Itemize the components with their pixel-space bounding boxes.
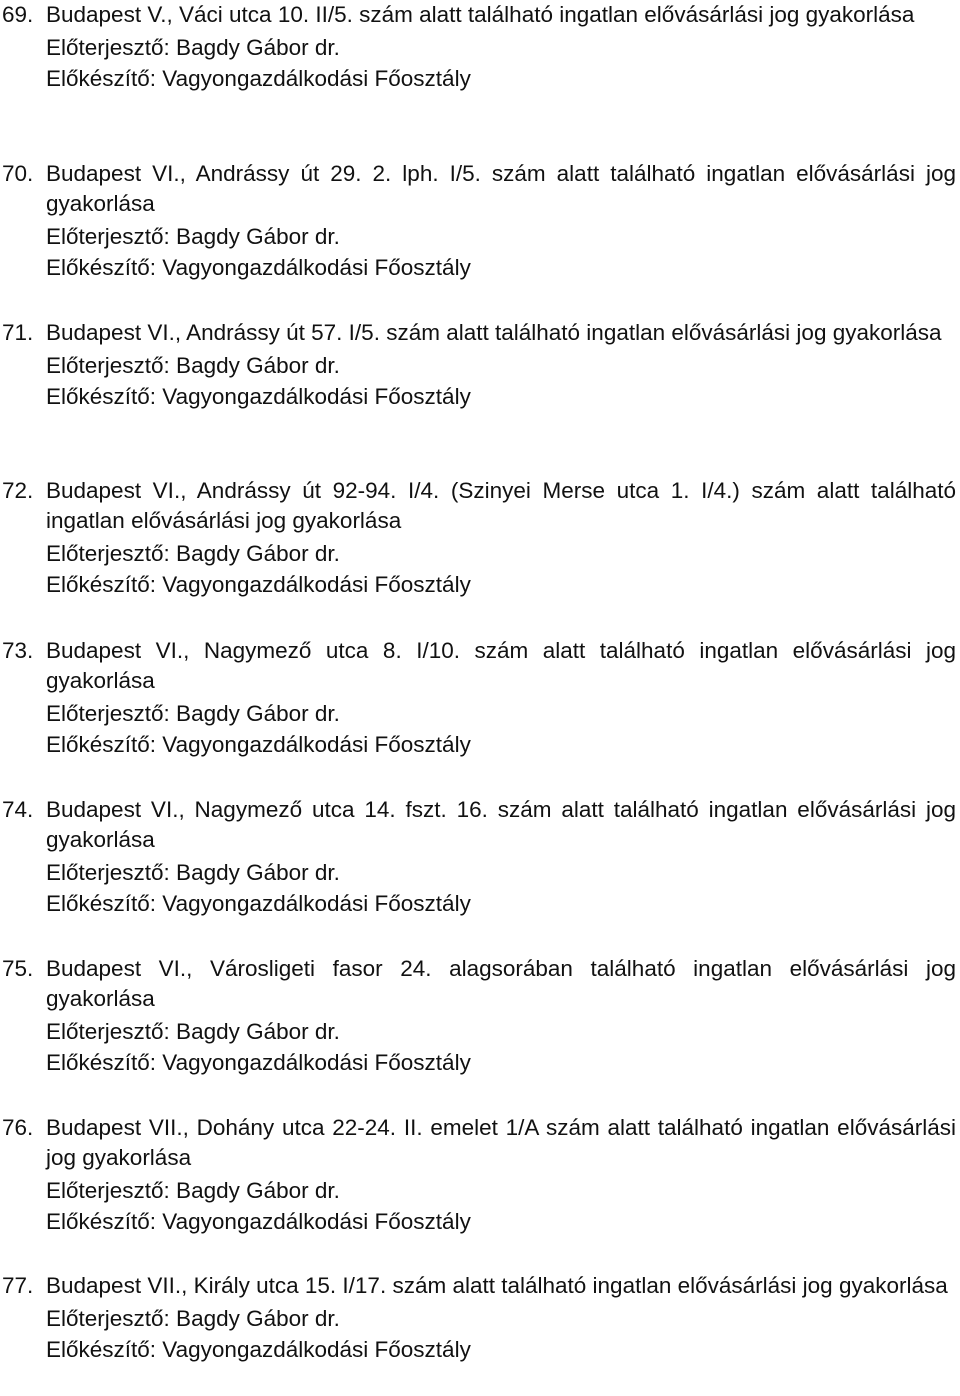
agenda-item-72 xyxy=(0,476,960,600)
item-presenter: Előterjesztő: Bagdy Gábor dr. xyxy=(46,1019,340,1044)
item-number: 74. xyxy=(2,797,34,822)
item-preparer: Előkészítő: Vagyongazdálkodási Főosztály xyxy=(46,1050,471,1075)
item-number: 76. xyxy=(2,1115,34,1140)
item-presenter: Előterjesztő: Bagdy Gábor dr. xyxy=(46,541,340,566)
item-preparer: Előkészítő: Vagyongazdálkodási Főosztály xyxy=(46,1337,471,1362)
item-preparer: Előkészítő: Vagyongazdálkodási Főosztály xyxy=(46,572,471,597)
item-number: 69. xyxy=(2,2,34,27)
agenda-item-74 xyxy=(0,795,960,919)
item-title: Budapest VI., Nagymező utca 8. I/10. szám alatt található ingatlan elővásárlási jog gyakorlása xyxy=(46,638,956,693)
item-preparer: Előkészítő: Vagyongazdálkodási Főosztály xyxy=(46,66,471,91)
agenda-item-69 xyxy=(0,0,960,94)
item-presenter: Előterjesztő: Bagdy Gábor dr. xyxy=(46,224,340,249)
item-title: Budapest VII., Dohány utca 22-24. II. emelet 1/A szám alatt található ingatlan elővásárlási jog gyakorlása xyxy=(46,1115,956,1170)
item-number: 70. xyxy=(2,161,34,186)
item-presenter: Előterjesztő: Bagdy Gábor dr. xyxy=(46,860,340,885)
item-title: Budapest VI., Nagymező utca 14. fszt. 16. szám alatt található ingatlan elővásárlási jog gyakorlása xyxy=(46,797,956,852)
item-presenter: Előterjesztő: Bagdy Gábor dr. xyxy=(46,35,340,60)
item-number: 75. xyxy=(2,956,34,981)
agenda-item-71 xyxy=(0,318,960,412)
item-presenter: Előterjesztő: Bagdy Gábor dr. xyxy=(46,701,340,726)
item-number: 77. xyxy=(2,1273,34,1298)
item-presenter: Előterjesztő: Bagdy Gábor dr. xyxy=(46,353,340,378)
agenda-item-75 xyxy=(0,954,960,1078)
item-number: 71. xyxy=(2,320,34,345)
agenda-item-77 xyxy=(0,1271,960,1365)
item-title: Budapest VI., Városligeti fasor 24. alagsorában található ingatlan elővásárlási jog gyakorlása xyxy=(46,956,956,1011)
agenda-item-76 xyxy=(0,1113,960,1237)
item-presenter: Előterjesztő: Bagdy Gábor dr. xyxy=(46,1306,340,1331)
item-presenter: Előterjesztő: Bagdy Gábor dr. xyxy=(46,1178,340,1203)
agenda-item-70 xyxy=(0,159,960,283)
item-title: Budapest VI., Andrássy út 29. 2. lph. I/5. szám alatt található ingatlan elővásárlási jog gyakorlása xyxy=(46,161,956,216)
item-title: Budapest VI., Andrássy út 57. I/5. szám alatt található ingatlan elővásárlási jog gyakorlása xyxy=(46,320,942,345)
item-number: 72. xyxy=(2,478,34,503)
item-preparer: Előkészítő: Vagyongazdálkodási Főosztály xyxy=(46,732,471,757)
item-title: Budapest VI., Andrássy út 92-94. I/4. (Szinyei Merse utca 1. I/4.) szám alatt található ingatlan elővásárlási jog gyakorlása xyxy=(46,478,956,533)
item-preparer: Előkészítő: Vagyongazdálkodási Főosztály xyxy=(46,1209,471,1234)
item-title: Budapest V., Váci utca 10. II/5. szám alatt található ingatlan elővásárlási jog gyakorlása xyxy=(46,2,915,27)
item-title: Budapest VII., Király utca 15. I/17. szám alatt található ingatlan elővásárlási jog gyakorlása xyxy=(46,1273,948,1298)
item-number: 73. xyxy=(2,638,34,663)
agenda-item-73 xyxy=(0,636,960,760)
item-preparer: Előkészítő: Vagyongazdálkodási Főosztály xyxy=(46,384,471,409)
item-preparer: Előkészítő: Vagyongazdálkodási Főosztály xyxy=(46,255,471,280)
item-preparer: Előkészítő: Vagyongazdálkodási Főosztály xyxy=(46,891,471,916)
